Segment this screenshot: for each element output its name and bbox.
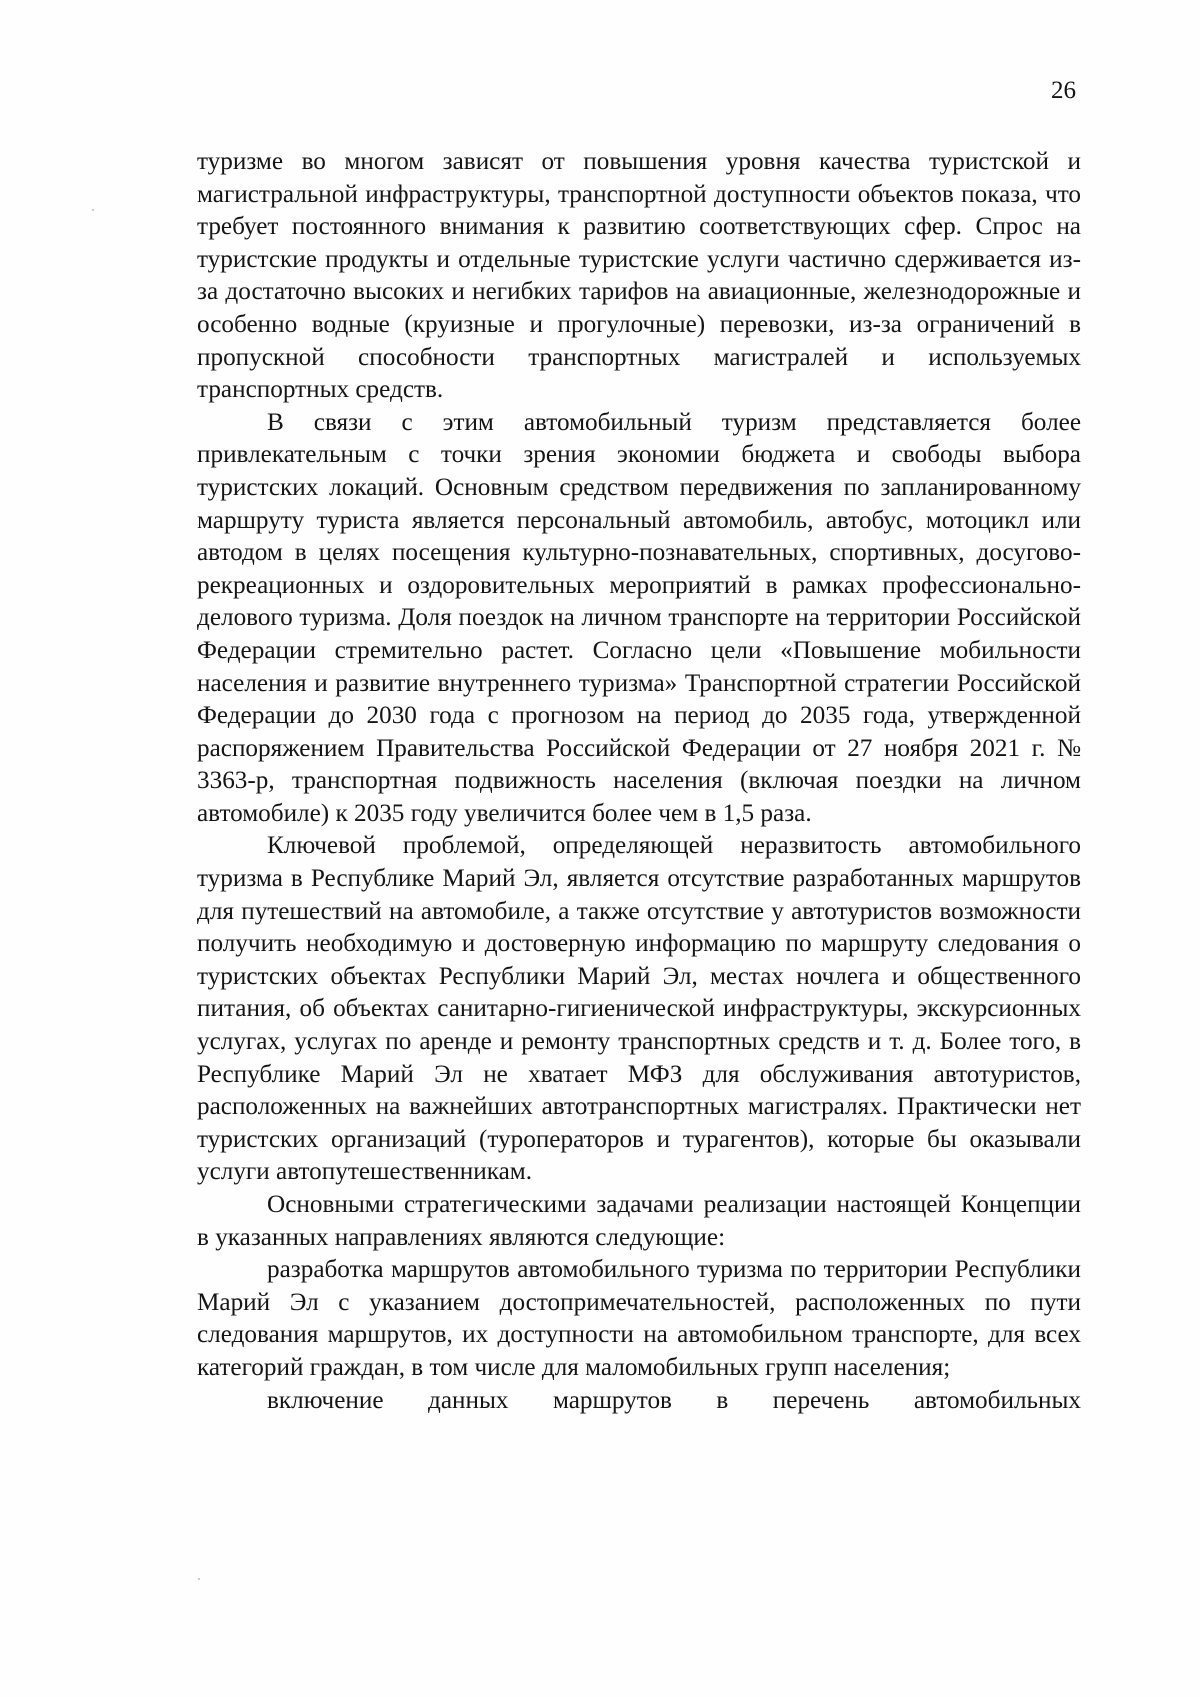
paragraph-route-inclusion: включение данных маршрутов в перечень автомобильных <box>267 1386 1081 1414</box>
paragraph-continuation: туризме во многом зависят от повышения уровня качества туристской и магистральной инфраструктуры, транспортной доступности объектов показа, что требует постоянного внимания к развитию соответствующих сфер. Спрос на туристские продукты и отдельные туристские услуги частично сдерживается из-за достаточно высоких и негибких тарифов на авиационные, железнодорожные и особенно водные (круизные и прогулочные) перевозки, из-за ограничений в пропускной способности транспортных магистралей и используемых транспортных средств. <box>197 148 1081 404</box>
page-number: 26 <box>1051 77 1076 104</box>
paragraph-key-problem: Ключевой проблемой, определяющей неразвитость автомобильного туризма в Республике Марий Эл, является отсутствие разработанных маршрутов для путешествий на автомобиле, а также отсутствие у автотуристов возможности получить необходимую и достоверную информацию по маршруту следования о туристских объектах Республики Марий Эл, местах ночлега и общественного питания, об объектах санитарно-гигиенической инфраструктуры, экскурсионных услугах, услугах по аренде и ремонту транспортных средств и т. д. Более того, в Республике Марий Эл не хватает МФЗ для обслуживания автотуристов, расположенных на важнейших автотранспортных магистралях. Практически нет туристских организаций (туроператоров и турагентов), которые бы оказывали услуги автопутешественникам. <box>197 832 1081 1186</box>
scan-speck <box>198 1578 200 1580</box>
paragraph-auto-tourism: В связи с этим автомобильный туризм представляется более привлекательным с точки зрения экономии бюджета и свободы выбора туристских локаций. Основным средством передвижения по запланированному маршруту туриста является персональный автомобиль, автобус, мотоцикл или автодом в целях посещения культурно-познавательных, спортивных, досугово-рекреационных и оздоровительных мероприятий в рамках профессионально-делового туризма. Доля поездок на личном транспорте на территории Российской Федерации стремительно растет. Согласно цели «Повышение мобильности населения и развитие внутреннего туризма» Транспортной стратегии Российской Федерации до 2030 года с прогнозом на период до 2035 года, утвержденной распоряжением Правительства Российской Федерации от 27 ноября 2021 г. № 3363-р, транспортная подвижность населения (включая поездки на личном автомобиле) к 2035 году увеличится более чем в 1,5 раза. <box>197 408 1081 827</box>
body-text <box>197 146 1081 1417</box>
paragraph-strategic-tasks: Основными стратегическими задачами реализации настоящей Концепции в указанных направлениях являются следующие: <box>197 1191 1081 1251</box>
scan-speck <box>92 209 94 211</box>
paragraph-route-development: разработка маршрутов автомобильного туризма по территории Республики Марий Эл с указанием достопримечательностей, расположенных по пути следования маршрутов, их доступности на автомобильном транспорте, для всех категорий граждан, в том числе для маломобильных групп населения; <box>197 1256 1081 1381</box>
